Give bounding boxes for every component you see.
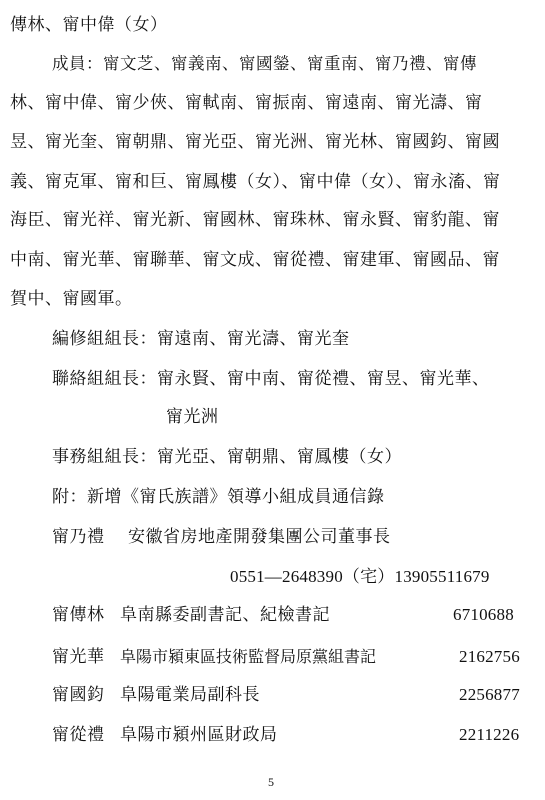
text-line: 中南、甯光華、甯聯華、甯文成、甯從禮、甯建軍、甯國品、甯 — [10, 250, 500, 270]
text-line: 甯光洲 — [166, 407, 219, 427]
contact-phone: 0551—2648390（宅）13905511679 — [230, 567, 490, 586]
contact-phone: 2211226 — [459, 725, 520, 744]
contact-phone: 2162756 — [459, 647, 520, 666]
contact-title: 安徽省房地產開發集團公司董事長 — [128, 527, 391, 547]
contact-phone: 6710688 — [453, 605, 514, 624]
text-line: 編修組組長：甯遠南、甯光濤、甯光奎 — [52, 329, 350, 349]
contact-title: 阜南縣委副書記、紀檢書記 — [120, 605, 330, 625]
contact-name: 甯光華 — [52, 647, 105, 667]
text-line: 海臣、甯光祥、甯光新、甯國林、甯珠林、甯永賢、甯豹龍、甯 — [10, 210, 500, 230]
contact-phone: 2256877 — [459, 685, 520, 704]
text-line: 事務組組長：甯光亞、甯朝鼎、甯鳳樓（女） — [52, 447, 402, 467]
text-line: 傳林、甯中偉（女） — [10, 15, 168, 35]
contact-title: 阜陽市潁東區技術監督局原黨組書記 — [120, 647, 377, 666]
text-line: 賀中、甯國軍。 — [10, 289, 133, 309]
page-number: 5 — [268, 775, 274, 789]
text-line: 成員：甯文芝、甯義南、甯國鎣、甯重南、甯乃禮、甯傳 — [52, 54, 477, 73]
text-line: 聯絡組組長：甯永賢、甯中南、甯從禮、甯昱、甯光華、 — [52, 369, 490, 389]
text-line: 附：新增《甯氏族譜》領導小組成員通信錄 — [52, 487, 385, 507]
contact-title: 阜陽市潁州區財政局 — [120, 725, 278, 745]
contact-name: 甯傳林 — [52, 605, 105, 625]
text-line: 林、甯中偉、甯少俠、甯軾南、甯振南、甯遠南、甯光濤、甯 — [10, 93, 483, 113]
contact-title: 阜陽電業局副科長 — [120, 685, 260, 705]
contact-name: 甯乃禮 — [52, 527, 105, 547]
contact-name: 甯從禮 — [52, 725, 105, 745]
text-line: 義、甯克軍、甯和巨、甯鳳樓（女）、甯中偉（女）、甯永滀、甯 — [10, 172, 501, 192]
text-line: 昱、甯光奎、甯朝鼎、甯光亞、甯光洲、甯光林、甯國鈞、甯國 — [10, 132, 500, 152]
contact-name: 甯國鈞 — [52, 685, 105, 705]
